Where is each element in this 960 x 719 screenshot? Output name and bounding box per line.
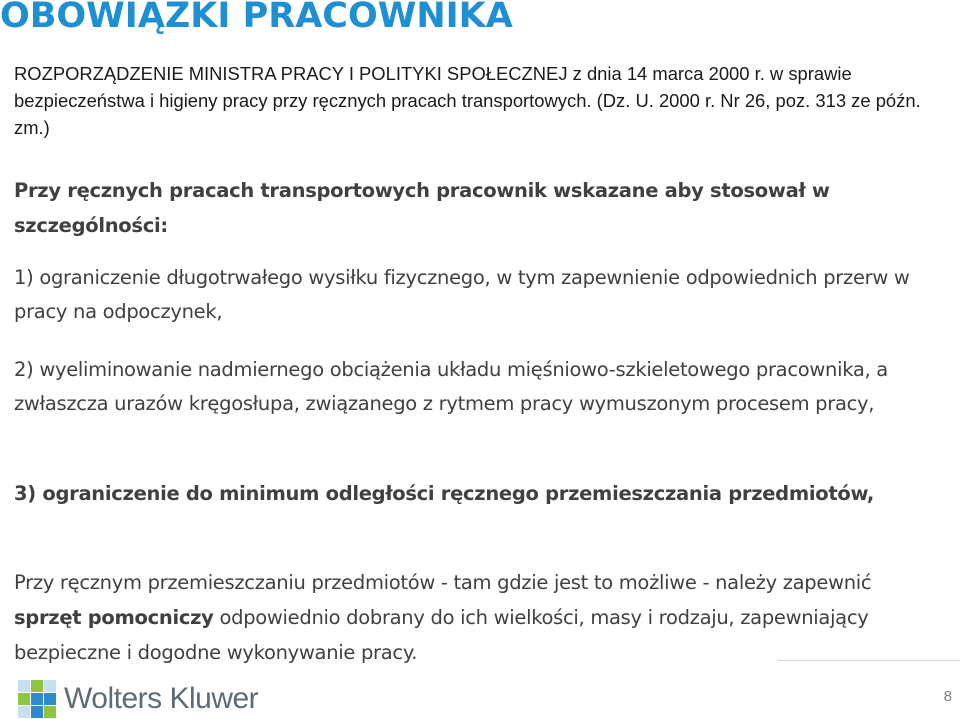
regulation-citation: ROZPORZĄDZENIE MINISTRA PRACY I POLITYKI SPOŁECZNEJ z dnia 14 marca 2000 r. w sprawie bezpieczeństwa i higieny pracy przy ręcznych pracach transportowych. (Dz. U. 2000 r. Nr 26, poz. 313 ze późn. zm.): [14, 63, 921, 138]
footer-logo: [18, 679, 258, 719]
closing-text-start: Przy ręcznym przemieszczaniu przedmiotów - tam gdzie jest to możliwe - należy zapewnić: [14, 571, 872, 594]
brand-name: Wolters Kluwer: [64, 682, 259, 715]
list-item-1: 1) ograniczenie długotrwałego wysiłku fizycznego, w tym zapewnienie odpowiednich przerw w pracy na odpoczynek,: [14, 266, 910, 323]
slide-title: OBOWIĄZKI PRACOWNIKA: [0, 0, 513, 36]
list-item-3: 3) ograniczenie do minimum odległości ręcznego przemieszczania przedmiotów,: [14, 482, 875, 505]
closing-emphasis: sprzęt pomocniczy: [14, 606, 214, 629]
page-number: 8: [943, 688, 952, 705]
closing-paragraph: [14, 565, 944, 670]
footer-divider: [778, 660, 960, 661]
intro-paragraph: Przy ręcznych pracach transportowych pracownik wskazane aby stosował w szczególności:: [14, 179, 830, 237]
wolters-kluwer-mosaic-icon: [18, 680, 56, 718]
closing-text-end: odpowiednio dobrany do ich wielkości, masy i rodzaju, zapewniający bezpieczne i dogodne wykonywanie pracy.: [14, 606, 869, 664]
list-item-2: 2) wyeliminowanie nadmiernego obciążenia układu mięśniowo-szkieletowego pracownika, a zwłaszcza urazów kręgosłupa, związanego z rytmem pracy wymuszonym procesem pracy,: [14, 358, 888, 415]
